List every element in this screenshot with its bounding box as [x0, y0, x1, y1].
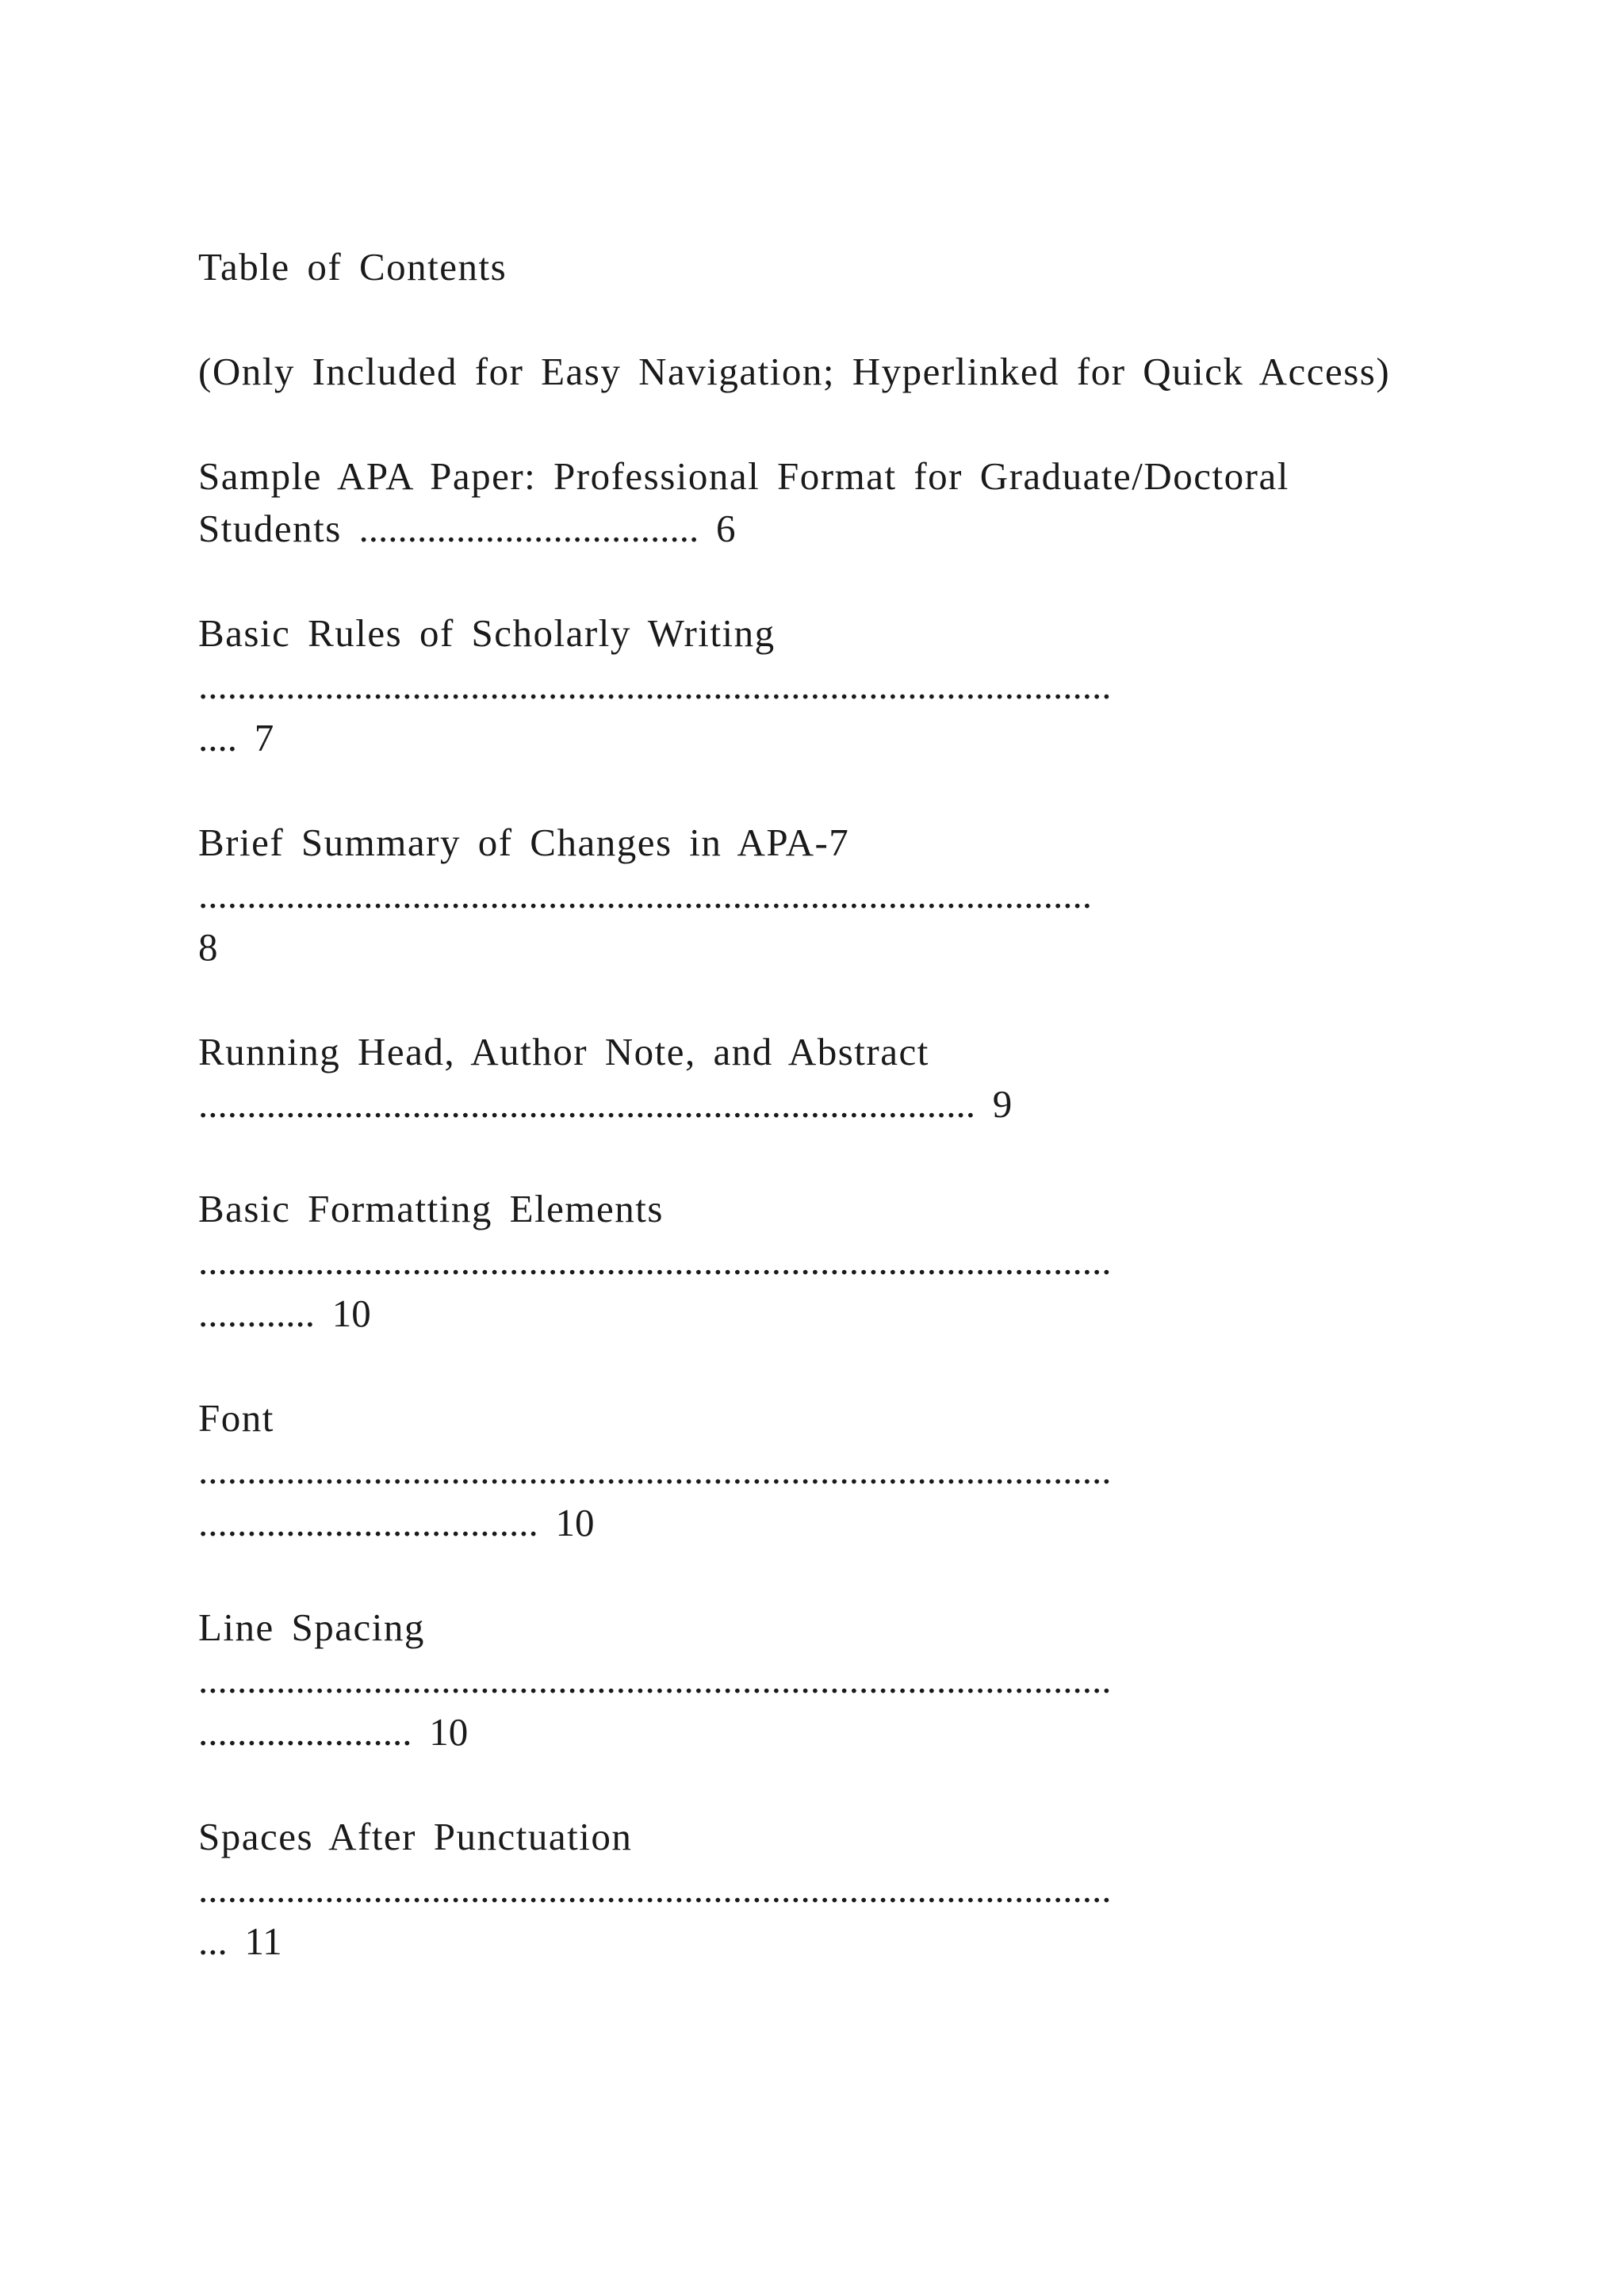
- toc-entry-dots: ................................................................................: [198, 1082, 975, 1126]
- toc-entry-label: Running Head, Author Note, and Abstract: [198, 1030, 929, 1073]
- toc-entry-dots: ..............................................................................................: [198, 1658, 1112, 1701]
- toc-entry-label: Basic Formatting Elements: [198, 1187, 664, 1230]
- toc-note: (Only Included for Easy Navigation; Hyperlinked for Quick Access): [198, 350, 1391, 393]
- toc-entry-dots-cont: ...................................: [198, 1501, 538, 1544]
- toc-entry-dots: ..............................................................................................: [198, 1239, 1112, 1283]
- toc-entry-label: Line Spacing: [198, 1605, 425, 1649]
- toc-entry-line-3: [198, 712, 1451, 764]
- toc-entry-dots: ..............................................................................................: [198, 664, 1112, 707]
- toc-entry[interactable]: [198, 817, 1451, 974]
- toc-entry-dots: ..............................................................................................: [198, 1448, 1112, 1492]
- toc-entry-line-2: [198, 1078, 1451, 1131]
- toc-entry-line-3: [198, 1706, 1451, 1758]
- toc-entry-label: Font: [198, 1396, 274, 1440]
- toc-entry-dots-cont: ...: [198, 1919, 228, 1963]
- toc-entry-line-3: [198, 1915, 1451, 1968]
- toc-entry-label: Spaces After Punctuation: [198, 1815, 633, 1858]
- toc-title: Table of Contents: [198, 245, 508, 289]
- toc-entry-dots-cont: ............: [198, 1292, 315, 1335]
- toc-entry-page: 10: [429, 1710, 469, 1754]
- toc-entry-dots-cont: ......................: [198, 1710, 412, 1754]
- toc-entry[interactable]: [198, 1026, 1451, 1131]
- toc-entry-label-cont: Students: [198, 507, 342, 550]
- toc-entry[interactable]: [198, 1811, 1451, 1968]
- toc-entry-page: 9: [992, 1082, 1013, 1126]
- toc-entry-label: Brief Summary of Changes in APA-7: [198, 821, 850, 864]
- toc-entry-dots: ...................................: [358, 507, 699, 550]
- toc-entry[interactable]: [198, 607, 1451, 764]
- toc-entry-label: Basic Rules of Scholarly Writing: [198, 611, 776, 655]
- toc-entry-dots: ............................................................................................: [198, 873, 1092, 916]
- toc-entry-line-2: [198, 503, 1451, 555]
- toc-entry-page: 6: [716, 507, 736, 550]
- toc-entry-line-3: [198, 1497, 1451, 1549]
- toc-entry[interactable]: [198, 1183, 1451, 1340]
- toc-entry[interactable]: [198, 1392, 1451, 1549]
- toc-entry-page: 7: [254, 716, 274, 760]
- toc-entry-label: Sample APA Paper: Professional Format for Graduate/Doctoral: [198, 454, 1289, 498]
- toc-entry-line-3: [198, 1288, 1451, 1340]
- toc-entry-page: 8: [198, 925, 218, 969]
- table-of-contents: [198, 241, 1451, 2020]
- toc-entry-page: 11: [244, 1919, 282, 1963]
- toc-entry-page: 10: [555, 1501, 595, 1544]
- toc-entry-dots: ..............................................................................................: [198, 1867, 1112, 1911]
- toc-entry-page: 10: [331, 1292, 371, 1335]
- toc-entry[interactable]: [198, 450, 1451, 555]
- toc-entry-dots-cont: ....: [198, 716, 237, 760]
- toc-entry[interactable]: [198, 1601, 1451, 1758]
